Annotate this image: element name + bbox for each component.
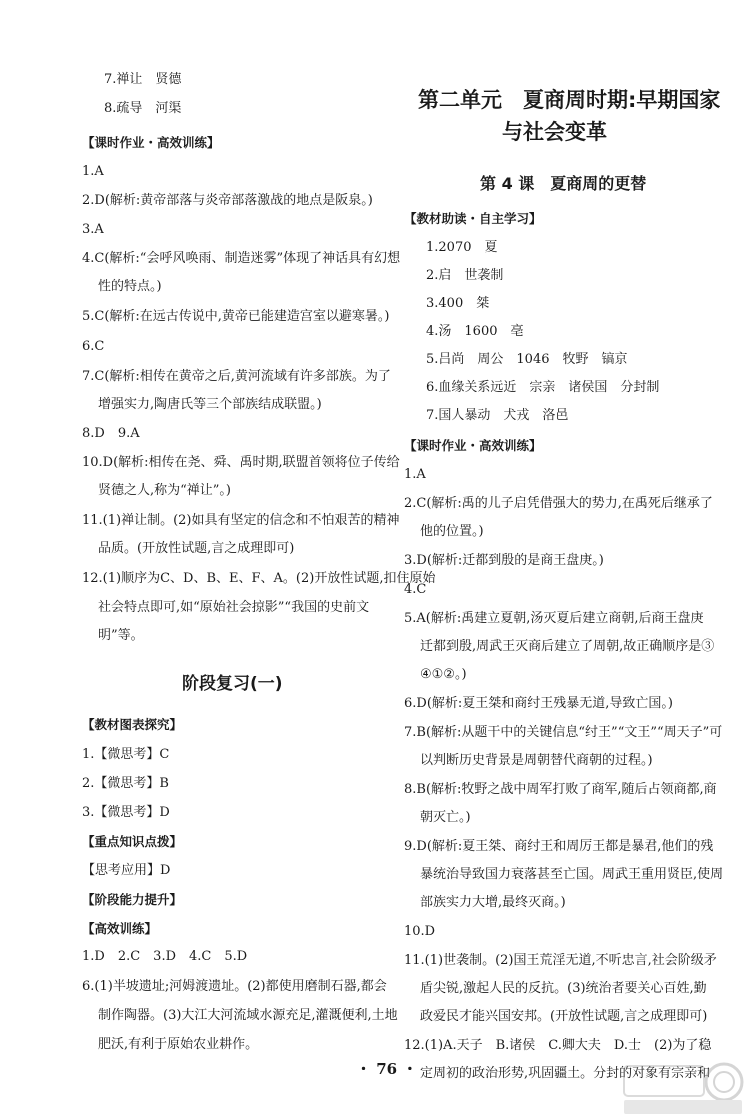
answer-line: 10.D(解析:相传在尧、舜、禹时期,联盟首领将位子传给 xyxy=(82,455,400,470)
page-number: ・ 76 ・ xyxy=(356,1060,418,1078)
answer-line: 9.D(解析:夏王桀、商纣王和周厉王都是暴君,他们的残 xyxy=(404,839,714,854)
answer-line: 1.D 2.C 3.D 4.C 5.D xyxy=(82,949,248,964)
answer-line: 3.400 桀 xyxy=(426,296,490,311)
lesson-title: 第 4 课 夏商周的更替 xyxy=(480,174,647,193)
answer-line: 制作陶器。(3)大江大河流域水源充足,灌溉便利,土地 xyxy=(98,1008,398,1023)
answer-line: 7.禅让 贤德 xyxy=(104,72,182,87)
answer-line: 6.(1)半坡遗址;河姆渡遗址。(2)都使用磨制石器,都会 xyxy=(82,979,387,994)
answer-line: 4.C(解析:“会呼风唤雨、制造迷雾”体现了神话具有幻想 xyxy=(82,251,401,266)
answer-line: 以判断历史背景是周朝替代商朝的过程。) xyxy=(420,753,653,768)
answer-line: 3.A xyxy=(82,222,104,237)
answer-line: 5.A(解析:禹建立夏朝,汤灭夏后建立商朝,后商王盘庚 xyxy=(404,611,704,626)
answer-line: 8.疏导 河渠 xyxy=(104,101,182,116)
section-header: 【重点知识点拨】 xyxy=(82,834,183,849)
answer-line: 增强实力,陶唐氏等三个部族结成联盟。) xyxy=(98,397,322,412)
answer-line: 6.C xyxy=(82,339,105,354)
answer-line: 【思考应用】D xyxy=(82,863,171,878)
answer-line: 社会特点即可,如“原始社会掠影”“我国的史前文 xyxy=(98,600,370,615)
answer-line: 11.(1)禅让制。(2)如具有坚定的信念和不怕艰苦的精神 xyxy=(82,513,400,528)
answer-line: 1.A xyxy=(404,467,426,482)
answer-line: 性的特点。) xyxy=(98,279,162,294)
answer-line: 10.D xyxy=(404,924,436,939)
answer-line: 定周初的政治形势,巩固疆土。分封的对象有宗亲和 xyxy=(420,1066,711,1081)
answer-line: 1.2070 夏 xyxy=(426,240,498,255)
watermark-logo xyxy=(620,1060,746,1116)
answer-line: 12.(1)A.天子 B.诸侯 C.卿大夫 D.士 (2)为了稳 xyxy=(404,1038,712,1053)
answer-line: 2.启 世袭制 xyxy=(426,268,504,283)
answer-line: 8.D 9.A xyxy=(82,426,140,441)
answer-line: 贤德之人,称为“禅让”。) xyxy=(98,483,231,498)
answer-line: 6.血缘关系远近 宗亲 诸侯国 分封制 xyxy=(426,380,660,395)
answer-line: 明”等。 xyxy=(98,628,144,643)
unit-title: 与社会变革 xyxy=(502,120,607,144)
answer-line: 8.B(解析:牧野之战中周军打败了商军,随后占领商都,商 xyxy=(404,782,717,797)
answer-line: 2.D(解析:黄帝部落与炎帝部落激战的地点是阪泉。) xyxy=(82,193,373,208)
answer-line: 6.D(解析:夏王桀和商纣王残暴无道,导致亡国。) xyxy=(404,696,673,711)
answer-line: 品质。(开放性试题,言之成理即可) xyxy=(98,541,295,556)
answer-line: 7.C(解析:相传在黄帝之后,黄河流域有许多部族。为了 xyxy=(82,369,391,384)
answer-line: 肥沃,有利于原始农业耕作。 xyxy=(98,1037,259,1052)
section-header: 【教材图表探究】 xyxy=(82,717,183,732)
answer-line: 迁都到殷,周武王灭商后建立了周朝,故正确顺序是③ xyxy=(420,639,715,654)
answer-line: 5.C(解析:在远古传说中,黄帝已能建造宫室以避寒暑。) xyxy=(82,309,390,324)
answer-line: ④①②。) xyxy=(420,667,467,682)
answer-line: 暴统治导致国力衰落甚至亡国。周武王重用贤臣,使周 xyxy=(420,867,724,882)
answer-line: 政爱民才能兴国安邦。(开放性试题,言之成理即可) xyxy=(420,1009,708,1024)
answer-line: 7.B(解析:从题干中的关键信息“纣王”“文王”“周天子”可 xyxy=(404,725,723,740)
answer-line: 朝灭亡。) xyxy=(420,810,471,825)
section-header: 【教材助读・自主学习】 xyxy=(404,211,542,226)
answer-line: 1.【微思考】C xyxy=(82,747,170,762)
answer-line: 2.【微思考】B xyxy=(82,776,169,791)
answer-line: 4.汤 1600 亳 xyxy=(426,324,524,339)
answer-line: 5.吕尚 周公 1046 牧野 镐京 xyxy=(426,352,628,367)
answer-line: 盾尖锐,激起人民的反抗。(3)统治者要关心百姓,勤 xyxy=(420,981,707,996)
answer-line: 3.D(解析:迁都到殷的是商王盘庚。) xyxy=(404,553,604,568)
watermark-seal-icon xyxy=(620,1060,746,1116)
answer-line: 11.(1)世袭制。(2)国王荒淫无道,不听忠言,社会阶级矛 xyxy=(404,953,717,968)
answer-line: 部族实力大增,最终灭商。) xyxy=(420,895,566,910)
answer-line: 他的位置。) xyxy=(420,524,484,539)
answer-line: 2.C(解析:禹的儿子启凭借强大的势力,在禹死后继承了 xyxy=(404,496,713,511)
section-header: 【课时作业・高效训练】 xyxy=(82,135,220,150)
answer-line: 7.国人暴动 犬戎 洛邑 xyxy=(426,408,569,423)
answer-line: 3.【微思考】D xyxy=(82,805,170,820)
section-header: 【阶段能力提升】 xyxy=(82,892,183,907)
answer-line: 4.C xyxy=(404,582,427,597)
answer-line: 1.A xyxy=(82,164,104,179)
unit-title: 第二单元 夏商周时期:早期国家 xyxy=(418,88,721,112)
section-header: 【课时作业・高效训练】 xyxy=(404,438,542,453)
section-header: 【高效训练】 xyxy=(82,921,158,936)
stage-review-title: 阶段复习(一) xyxy=(182,674,283,694)
answer-line: 12.(1)顺序为C、D、B、E、F、A。(2)开放性试题,扣住原始 xyxy=(82,571,436,586)
